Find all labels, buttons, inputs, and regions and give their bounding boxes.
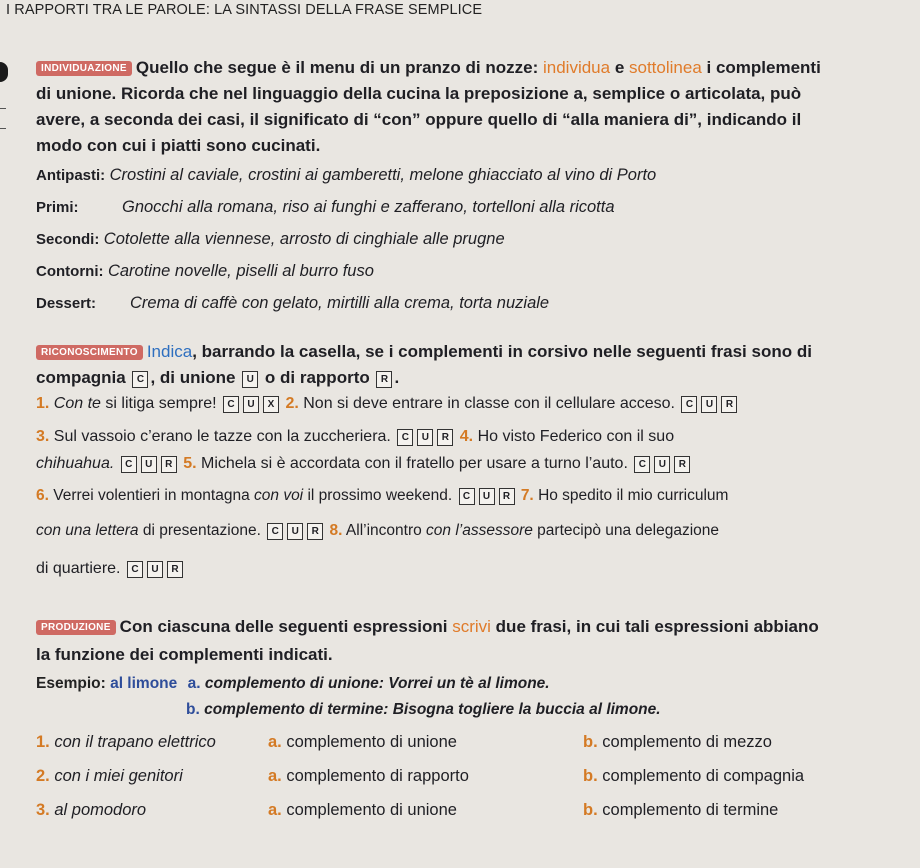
checkbox-u[interactable]: U [701,396,717,413]
highlight-verb: individua [542,58,611,77]
checkbox-u[interactable]: U [147,561,163,578]
menu-row: Antipasti: Crostini al caviale, crostini ai gamberetti, melone ghiacciato al vino di Porto [36,166,657,184]
menu-row: Contorni: Carotine novelle, piselli al burro fuso [36,262,374,280]
section1-line2: di unione. Ricorda che nel linguaggio della cucina la preposizione a, semplice o articolata, può [36,84,802,103]
menu-row: Primi: Gnocchi alla romana, riso ai funghi e zafferano, tortelloni alla ricotta [36,198,615,216]
checkbox-r[interactable]: R [161,456,177,473]
checkbox-c[interactable]: C [267,523,283,540]
exercise-row: 1. con il trapano elettrico [36,733,216,751]
sentence-row: 1. Con te si litiga sempre! C U X 2. Non si deve entrare in classe con il cellulare acceso. C U R [36,395,739,413]
option-a: a. complemento di unione [268,733,457,751]
menu-row: Dessert: Crema di caffè con gelato, mirtilli alla crema, torta nuziale [36,294,550,312]
section3-line2: la funzione dei complementi indicati. [36,645,333,664]
section1-line4: modo con cui i piatti sono cucinati. [36,136,321,155]
checkbox-c[interactable]: C [132,371,148,388]
margin-line [0,128,6,129]
checkbox-c[interactable]: C [121,456,137,473]
highlight-verb: sottolinea [629,58,702,77]
example-line-a: Esempio: al limone a. complemento di unione: Vorrei un tè al limone. [36,675,550,692]
checkbox-c[interactable]: C [397,429,413,446]
checkbox-r[interactable]: R [307,523,323,540]
checkbox-u[interactable]: U [287,523,303,540]
option-b: b. complemento di termine [583,801,779,819]
section2-line2: compagnia C , di unione U o di rapporto R . [36,368,400,387]
checkbox-r[interactable]: R [376,371,392,388]
section3-line1: PRODUZIONE Con ciascuna delle seguenti espressioni scrivi due frasi, in cui tali espressioni abbiano [36,617,819,637]
sentence-row: 3. Sul vassoio c’erano le tazze con la zuccheriera. C U R 4. Ho visto Federico con il suo [36,428,675,445]
menu-row: Secondi: Cotolette alla viennese, arrosto di cinghiale alle prugne [36,230,505,248]
checkbox-u[interactable]: U [242,371,258,388]
checkbox-r[interactable]: R [437,429,453,446]
sentence-row: di quartiere. C U R [36,560,185,578]
exercise-marker-1 [0,62,8,82]
checkbox-u[interactable]: U [243,396,259,413]
checkbox-u[interactable]: U [141,456,157,473]
riconoscimento-tag: RICONOSCIMENTO [36,345,143,360]
highlight-verb: scrivi [452,617,491,636]
margin-line [0,108,6,109]
section2-line1: RICONOSCIMENTO Indica, barrando la casella, se i complementi in corsivo nelle seguenti frasi sono di [36,342,812,362]
checkbox-c[interactable]: C [681,396,697,413]
checkbox-c[interactable]: C [127,561,143,578]
checkbox-u[interactable]: U [479,488,495,505]
checkbox-x-marked[interactable]: X [263,396,279,413]
option-b: b. complemento di compagnia [583,767,805,785]
checkbox-u[interactable]: U [417,429,433,446]
sentence-row: 6. Verrei volentieri in montagna con voi il prossimo weekend. C U R 7. Ho spedito il mio curriculum [36,487,729,504]
option-b: b. complemento di mezzo [583,733,772,751]
page-header: I RAPPORTI TRA LE PAROLE: LA SINTASSI DELLA FRASE SEMPLICE [6,2,483,18]
checkbox-r[interactable]: R [721,396,737,413]
produzione-tag: PRODUZIONE [36,620,116,635]
section1-line3: avere, a seconda dei casi, il significato di “con” oppure quello di “alla maniera di”, indicando il [36,110,802,129]
individuazione-tag: INDIVIDUAZIONE [36,61,132,76]
exercise-row: 3. al pomodoro [36,801,147,819]
checkbox-u[interactable]: U [654,456,670,473]
sentence-row: con una lettera di presentazione. C U R 8. All’incontro con l’assessore partecipò una delegazione [36,522,720,539]
section1-line1: INDIVIDUAZIONE Quello che segue è il menu di un pranzo di nozze: individua e sottolinea i complementi [36,58,821,78]
exercise-row: 2. con i miei genitori [36,767,183,785]
option-a: a. complemento di unione [268,801,457,819]
checkbox-r[interactable]: R [499,488,515,505]
checkbox-c[interactable]: C [223,396,239,413]
option-a: a. complemento di rapporto [268,767,469,785]
checkbox-c[interactable]: C [634,456,650,473]
checkbox-r[interactable]: R [167,561,183,578]
highlight-verb: Indica [146,342,193,361]
checkbox-c[interactable]: C [459,488,475,505]
example-line-b: b. complemento di termine: Bisogna togliere la buccia al limone. [186,701,661,718]
sentence-row: chihuahua. C U R 5. Michela si è accordata con il fratello per usare a turno l’auto. C U R [36,455,692,473]
checkbox-r[interactable]: R [674,456,690,473]
